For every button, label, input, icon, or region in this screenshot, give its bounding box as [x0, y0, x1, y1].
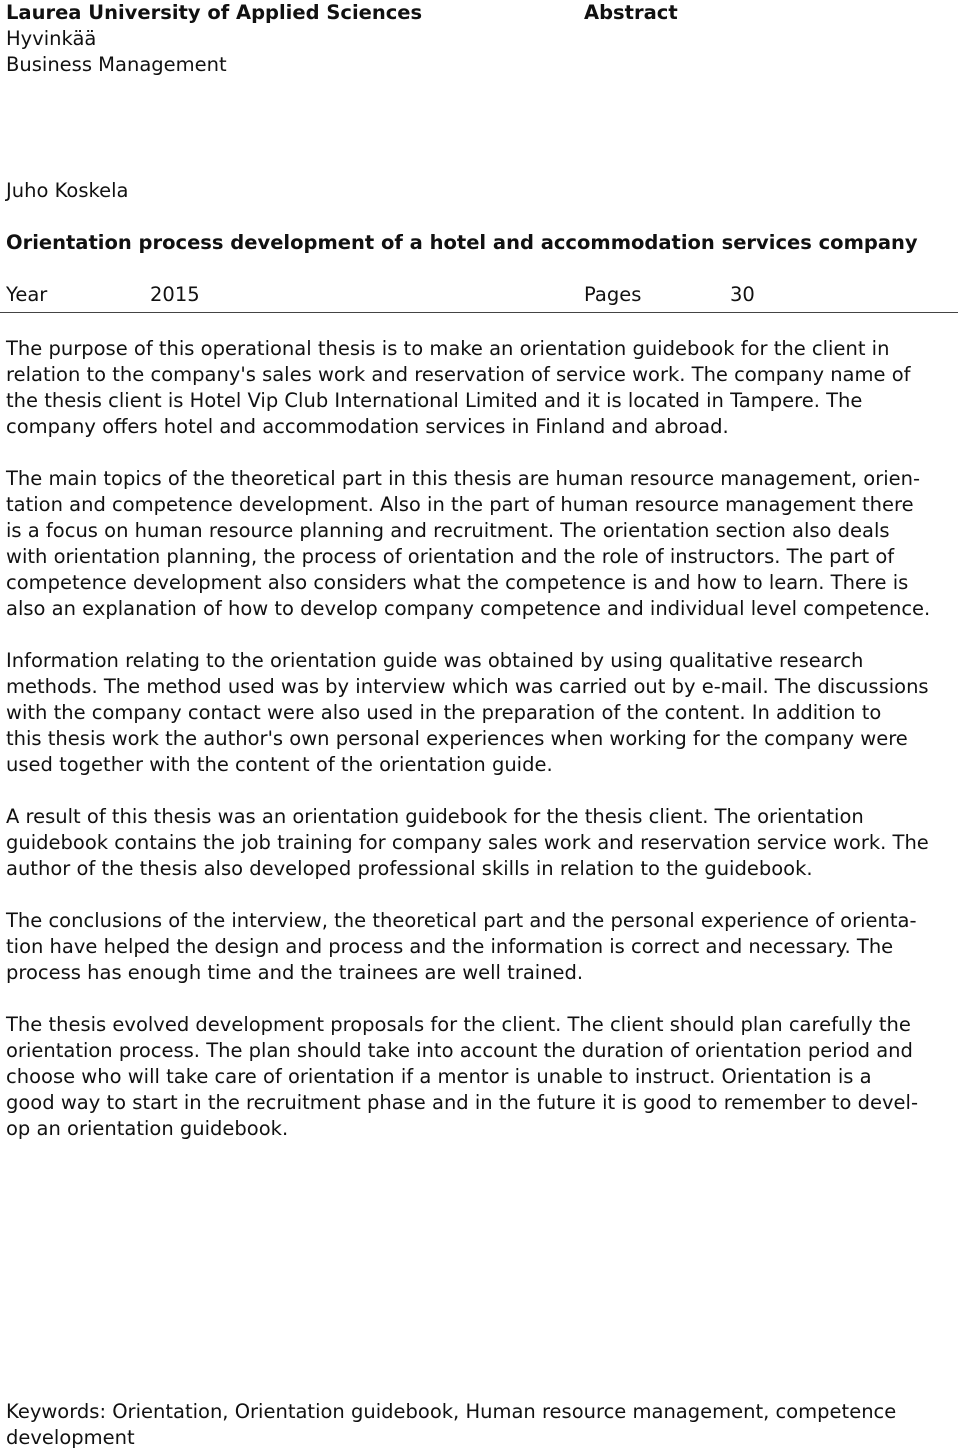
abstract-paragraph-purpose — [6, 336, 958, 440]
keywords-line: development — [6, 1426, 135, 1449]
document-type-heading: Abstract — [584, 1, 678, 24]
abstract-paragraph-theory — [6, 466, 958, 622]
text-line: relation to the company's sales work and reservation of service work. The company name of — [6, 363, 911, 386]
text-line: A result of this thesis was an orientation guidebook for the thesis client. The orientation — [6, 805, 864, 828]
text-line: this thesis work the author's own personal experiences when working for the company were — [6, 727, 908, 750]
author-name: Juho Koskela — [6, 179, 129, 202]
year-label: Year — [6, 283, 48, 306]
text-line: Information relating to the orientation guide was obtained by using qualitative research — [6, 649, 864, 672]
year-value: 2015 — [150, 283, 200, 306]
institution-name: Laurea University of Applied Sciences — [6, 1, 423, 24]
text-line: methods. The method used was by interview which was carried out by e-mail. The discussions — [6, 675, 929, 698]
text-line: tion have helped the design and process and the information is correct and necessary. The — [6, 935, 894, 958]
abstract-paragraph-conclusions — [6, 908, 958, 986]
text-line: with the company contact were also used in the preparation of the content. In addition to — [6, 701, 882, 724]
text-line: the thesis client is Hotel Vip Club International Limited and it is located in Tampere. The — [6, 389, 863, 412]
abstract-body — [6, 336, 958, 1168]
text-line: choose who will take care of orientation if a mentor is unable to instruct. Orientation is a — [6, 1065, 872, 1088]
text-line: good way to start in the recruitment phase and in the future it is good to remember to devel- — [6, 1091, 919, 1114]
text-line: The purpose of this operational thesis is to make an orientation guidebook for the client in — [6, 337, 890, 360]
text-line: is a focus on human resource planning and recruitment. The orientation section also deals — [6, 519, 890, 542]
text-line: guidebook contains the job training for company sales work and reservation service work. The — [6, 831, 929, 854]
keywords-line: Keywords: Orientation, Orientation guidebook, Human resource management, competence — [6, 1400, 897, 1423]
text-line: used together with the content of the orientation guide. — [6, 753, 553, 776]
thesis-title: Orientation process development of a hotel and accommodation services company — [6, 231, 918, 254]
text-line: process has enough time and the trainees are well trained. — [6, 961, 584, 984]
text-line: competence development also considers what the competence is and how to learn. There is — [6, 571, 909, 594]
text-line: The conclusions of the interview, the theoretical part and the personal experience of orienta- — [6, 909, 917, 932]
programme-name: Business Management — [6, 53, 227, 76]
pages-value: 30 — [730, 283, 755, 306]
meta-row — [0, 282, 958, 313]
text-line: op an orientation guidebook. — [6, 1117, 289, 1140]
text-line: The main topics of the theoretical part in this thesis are human resource management, orien- — [6, 467, 921, 490]
abstract-paragraph-result — [6, 804, 958, 882]
text-line: also an explanation of how to develop company competence and individual level competence. — [6, 597, 931, 620]
abstract-paragraph-proposals — [6, 1012, 958, 1142]
pages-label: Pages — [584, 283, 642, 306]
text-line: orientation process. The plan should take into account the duration of orientation period and — [6, 1039, 913, 1062]
text-line: author of the thesis also developed professional skills in relation to the guidebook. — [6, 857, 813, 880]
campus-name: Hyvinkää — [6, 27, 97, 50]
text-line: company offers hotel and accommodation services in Finland and abroad. — [6, 415, 729, 438]
institution-block — [6, 0, 566, 78]
keywords — [6, 1399, 958, 1451]
text-line: with orientation planning, the process of orientation and the role of instructors. The part of — [6, 545, 895, 568]
text-line: The thesis evolved development proposals for the client. The client should plan carefully the — [6, 1013, 911, 1036]
text-line: tation and competence development. Also in the part of human resource management there — [6, 493, 914, 516]
abstract-paragraph-methods — [6, 648, 958, 778]
